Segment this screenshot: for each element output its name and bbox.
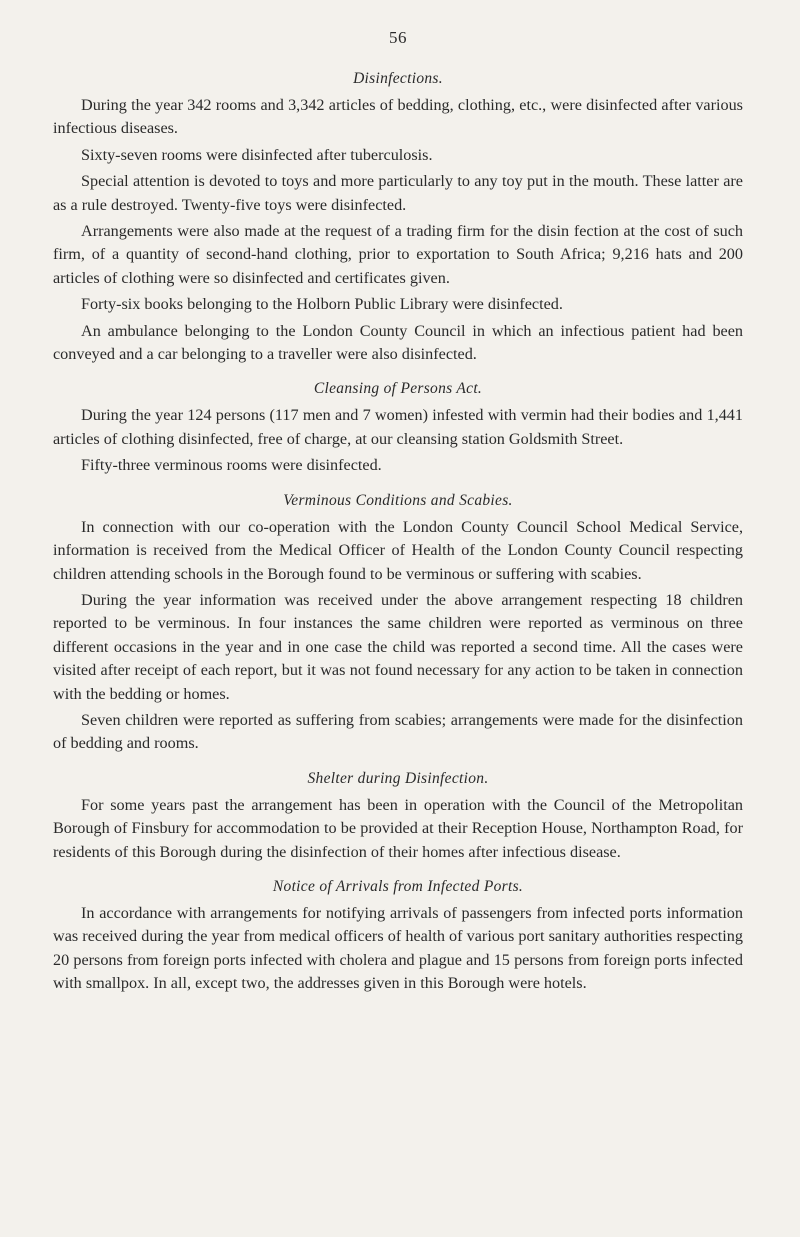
paragraph: For some years past the arrangement has been in operation with the Council of the Metropolitan Borough of Finsbury for accommodation to be provided at their Reception House, Northampton Road, for residents of this Borough during the disinfection of their homes after infectious disease. bbox=[53, 795, 743, 861]
section-heading: Verminous Conditions and Scabies. bbox=[283, 491, 513, 509]
paragraph: Sixty-seven rooms were disinfected after tuberculosis. bbox=[81, 145, 433, 164]
paragraph: During the year 342 rooms and 3,342 articles of bedding, clothing, etc., were disinfected after various infectious diseases. bbox=[53, 96, 743, 138]
section-notice-of-arrivals bbox=[53, 878, 743, 996]
paragraph: In accordance with arrangements for notifying arrivals of passengers from infected ports information was received during the year from medical officers of health of various port sanitary authorities respecting 20 persons from foreign ports infected with cholera and plague and 15 persons from foreign ports infected with smallpox. In all, except two, the addresses given in this Borough were hotels. bbox=[53, 903, 743, 993]
section-heading: Shelter during Disinfection. bbox=[307, 769, 489, 787]
paragraph: Fifty-three verminous rooms were disinfected. bbox=[81, 456, 382, 475]
paragraph: An ambulance belonging to the London County Council in which an infectious patient had been conveyed and a car belonging to a traveller were also disinfected. bbox=[53, 321, 743, 364]
paragraph: During the year information was received under the above arrangement respecting 18 children reported to be verminous. In four instances the same children were reported as verminous on three different occasions in the year and in one case the child was reported a second time. All the cases were visited after receipt of each report, but it was not found necessary for any action to be taken in connection with the bedding or homes. bbox=[53, 590, 743, 703]
section-heading: Notice of Arrivals from Infected Ports. bbox=[272, 877, 524, 895]
section-shelter-during-disinfection bbox=[53, 770, 743, 864]
page-number: 56 bbox=[389, 28, 407, 47]
paragraph: In connection with our co-operation with the London County Council School Medical Service, information is received from the Medical Officer of Health of the London County Council respecting children attending schools in the Borough found to be verminous or suffering with scabies. bbox=[53, 517, 743, 583]
section-heading: Cleansing of Persons Act. bbox=[313, 380, 483, 398]
section-disinfections bbox=[53, 70, 743, 366]
paragraph: During the year 124 persons (117 men and 7 women) infested with vermin had their bodies and 1,441 articles of clothing disinfected, free of charge, at our cleansing station Goldsmith Street. bbox=[53, 406, 743, 448]
section-verminous-conditions bbox=[53, 492, 743, 756]
paragraph: Special attention is devoted to toys and more particularly to any toy put in the mouth. These latter are as a rule destroyed. Twenty-five toys were disinfected. bbox=[53, 172, 743, 214]
paragraph: Seven children were reported as suffering from scabies; arrangements were made for the disinfection of bedding and rooms. bbox=[53, 710, 743, 753]
paragraph: Forty-six books belonging to the Holborn Public Library were disinfected. bbox=[81, 295, 563, 314]
section-heading: Disinfections. bbox=[353, 70, 443, 87]
document-page bbox=[53, 28, 743, 1010]
section-cleansing-of-persons-act bbox=[53, 380, 743, 477]
paragraph: Arrangements were also made at the request of a trading firm for the disin fection at the cost of such firm, of a quantity of second-hand clothing, prior to exportation to South Africa; 9,216 hats and 200 articles of clothing were so disinfected and certificates given. bbox=[53, 222, 743, 287]
